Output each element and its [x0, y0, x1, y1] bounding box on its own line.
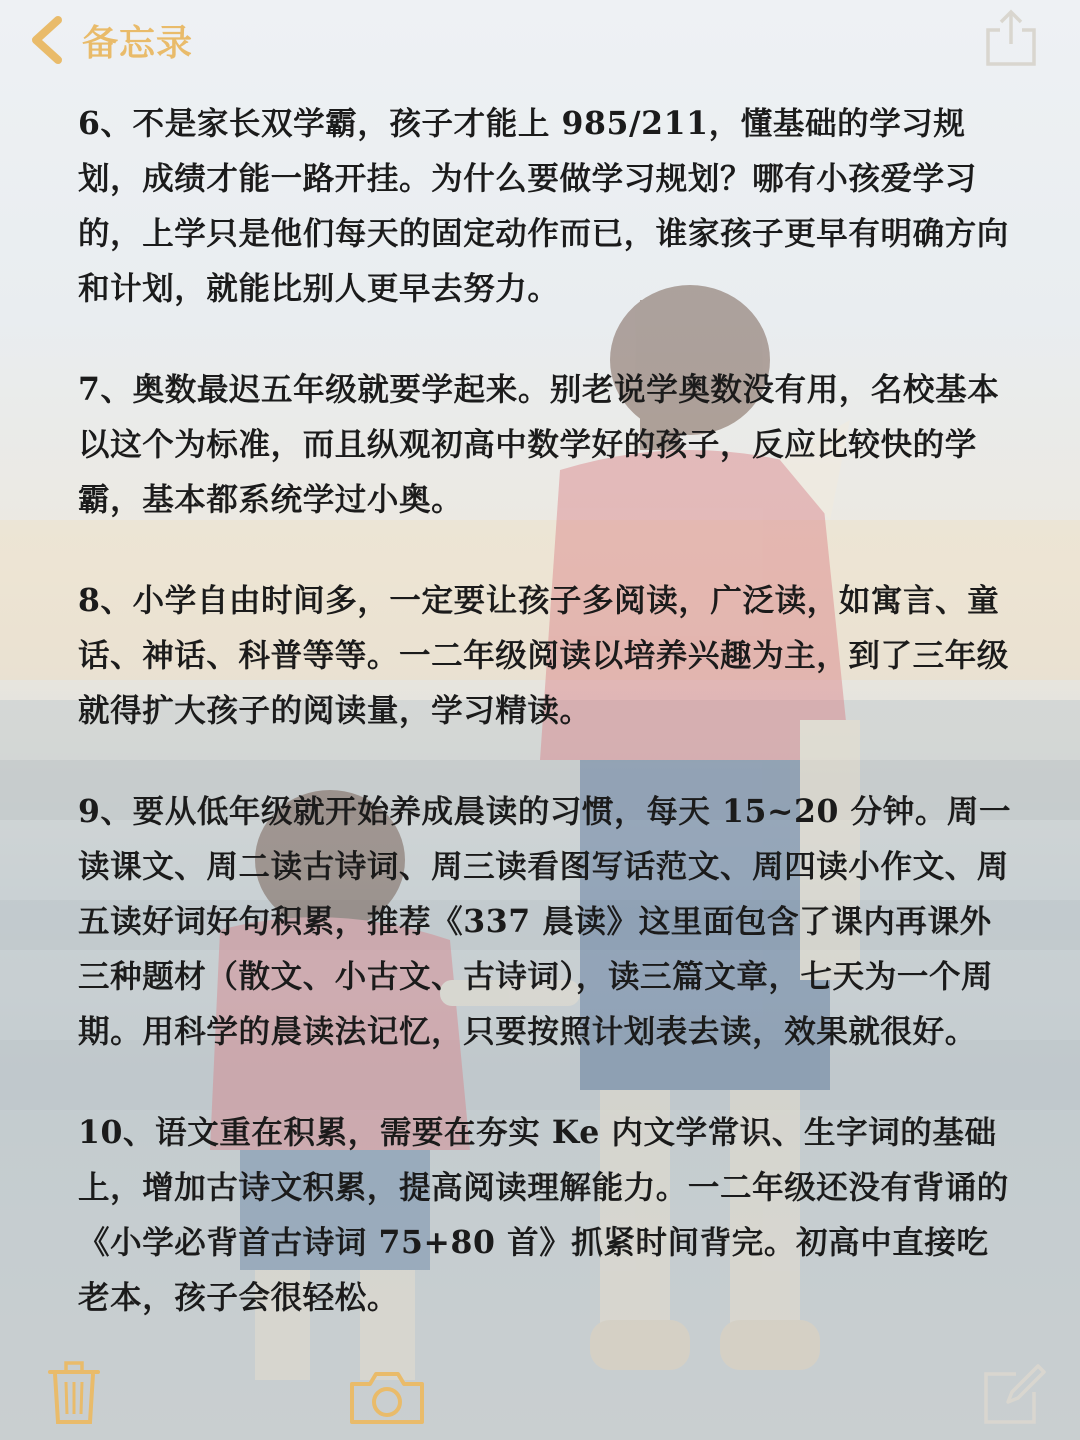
compose-button[interactable]	[982, 1364, 1046, 1426]
note-paragraph-7: 7、奥数最迟五年级就要学起来。别老说学奥数没有用，名校基本以这个为标准，而且纵观初高中数学好的孩子，反应比较快的学霸，基本都系统学过小奥。	[78, 371, 1000, 518]
note-paragraph-10: 10、语文重在积累，需要在夯实 Ke 内文学常识、生字词的基础上，增加古诗文积累，提高阅读理解能力。一二年级还没有背诵的《小学必背首古诗词 75+80 首》抓紧时间背完。初高中直接吃老本，孩子会很轻松。	[78, 1114, 1009, 1316]
note-paragraph-9: 9、要从低年级就开始养成晨读的习惯，每天 15~20 分钟。周一读课文、周二读古诗词、周三读看图写话范文、周四读小作文、周五读好词好句积累，推荐《337 晨读》这里面包含了课内再课外三种题材（散文、小古文、古诗词），读三篇文章，七天为一个周期。用科学的晨读法记忆，只要按照计划表去读，效果就很好。	[78, 793, 1012, 1050]
back-label: 备忘录	[82, 22, 194, 64]
share-button[interactable]	[982, 8, 1040, 68]
compose-icon	[982, 1364, 1046, 1426]
note-paragraph-6: 6、不是家长双学霸，孩子才能上 985/211，懂基础的学习规划，成绩才能一路开挂。为什么要做学习规划？哪有小孩爱学习的，上学只是他们每天的固定动作而已，谁家孩子更早有明确方向和计划，就能比别人更早去努力。	[78, 105, 1009, 307]
note-body[interactable]	[78, 96, 1018, 1371]
back-button[interactable]	[28, 12, 193, 68]
navigation-bar	[0, 0, 1080, 80]
bottom-toolbar	[0, 1344, 1080, 1440]
share-icon	[982, 8, 1040, 68]
chevron-left-icon	[28, 12, 72, 68]
camera-button[interactable]	[348, 1370, 426, 1426]
camera-icon	[348, 1370, 426, 1426]
note-paragraph-8: 8、小学自由时间多，一定要让孩子多阅读，广泛读，如寓言、童话、神话、科普等等。一二年级阅读以培养兴趣为主，到了三年级就得扩大孩子的阅读量，学习精读。	[78, 582, 1009, 729]
trash-icon	[46, 1360, 102, 1426]
delete-button[interactable]	[46, 1360, 102, 1426]
